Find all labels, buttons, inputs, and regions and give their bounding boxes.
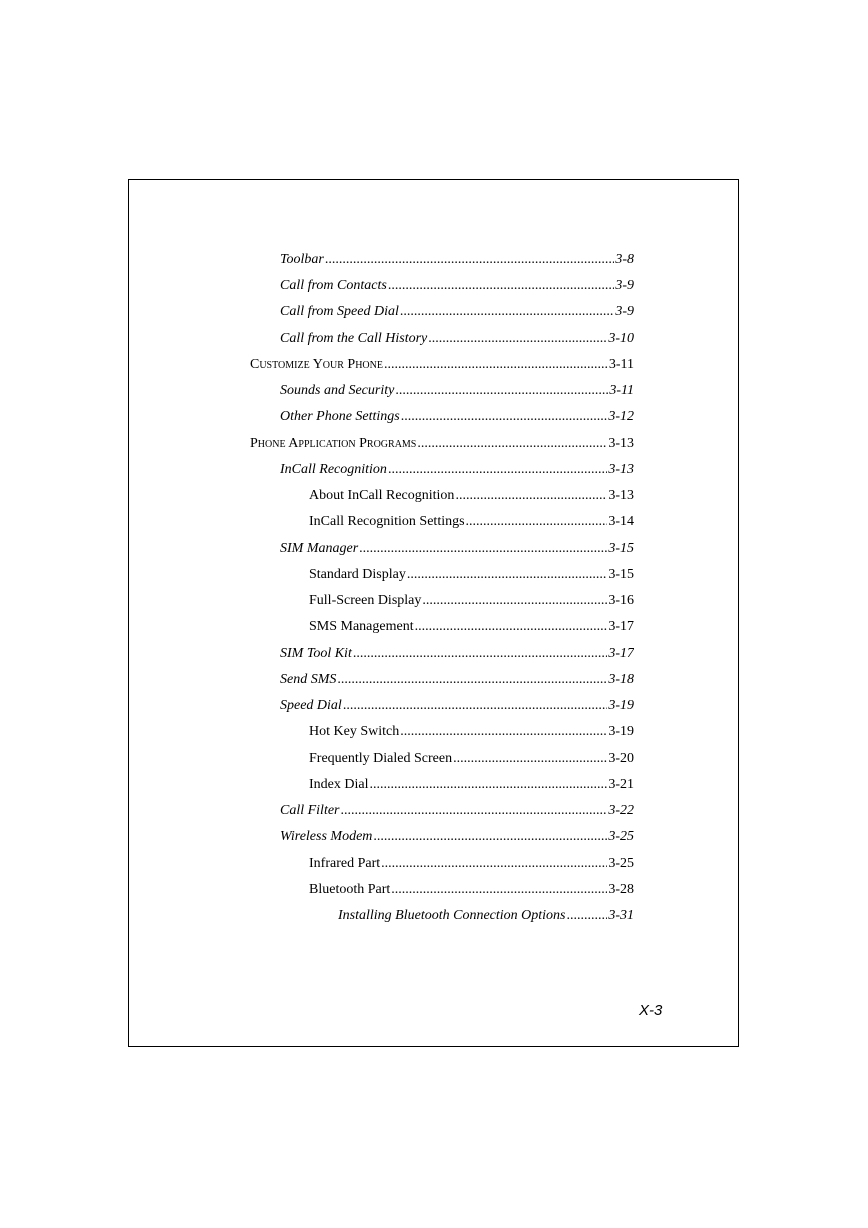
toc-entry[interactable] <box>280 276 634 296</box>
toc-entry-page: 3-13 <box>608 462 634 477</box>
toc-entry-title: InCall Recognition Settings <box>309 514 465 529</box>
toc-leader-dots <box>337 670 607 690</box>
toc-entry-title: Installing Bluetooth Connection Options <box>338 908 566 923</box>
toc-entry[interactable] <box>280 407 634 427</box>
toc-entry-title: Frequently Dialed Screen <box>309 751 453 766</box>
page-number: X-3 <box>639 1002 663 1019</box>
toc-entry-title: SMS Management <box>309 619 414 634</box>
toc-leader-dots <box>400 302 614 322</box>
toc-entry-title: Sounds and Security <box>280 383 395 398</box>
toc-entry-page: 3-13 <box>608 436 634 451</box>
toc-entry[interactable] <box>280 644 634 664</box>
toc-entry-title: Full-Screen Display <box>309 593 422 608</box>
toc-entry[interactable] <box>280 539 634 559</box>
toc-entry-title: Hot Key Switch <box>309 724 400 739</box>
toc-section-entry[interactable] <box>250 355 634 375</box>
toc-section-entry[interactable] <box>250 434 634 454</box>
toc-entry-page: 3-17 <box>608 646 634 661</box>
toc-leader-dots <box>325 250 614 270</box>
toc-entry[interactable] <box>280 670 634 690</box>
toc-leader-dots <box>353 644 607 664</box>
toc-leader-dots <box>388 276 615 296</box>
toc-entry[interactable] <box>280 696 634 716</box>
toc-entry[interactable] <box>280 460 634 480</box>
toc-entry-page: 3-12 <box>608 409 634 424</box>
toc-entry-page: 3-14 <box>608 514 634 529</box>
toc-leader-dots <box>369 775 607 795</box>
toc-subentry[interactable] <box>309 512 634 532</box>
toc-entry-page: 3-9 <box>615 278 634 293</box>
toc-leader-dots <box>341 801 608 821</box>
toc-entry-page: 3-15 <box>608 541 634 556</box>
toc-subentry[interactable] <box>309 749 634 769</box>
toc-subentry[interactable] <box>309 486 634 506</box>
toc-entry-page: 3-31 <box>608 908 634 923</box>
toc-entry[interactable] <box>280 250 634 270</box>
toc-entry-title: Speed Dial <box>280 698 342 713</box>
toc-entry-title: SIM Manager <box>280 541 359 556</box>
toc-entry-title: Wireless Modem <box>280 829 373 844</box>
toc-entry-title: Call from the Call History <box>280 331 428 346</box>
toc-leader-dots <box>391 880 607 900</box>
toc-subentry[interactable] <box>309 722 634 742</box>
toc-entry-page: 3-19 <box>608 724 634 739</box>
toc-entry-page: 3-8 <box>615 252 634 267</box>
toc-leader-dots <box>428 329 607 349</box>
toc-leader-dots <box>567 906 608 926</box>
toc-entry-title: Infrared Part <box>309 856 381 871</box>
toc-leader-dots <box>384 355 608 375</box>
toc-entry-title: Other Phone Settings <box>280 409 400 424</box>
toc-leader-dots <box>395 381 608 401</box>
toc-subentry[interactable] <box>309 854 634 874</box>
toc-entry-title: Customize Your Phone <box>250 357 383 372</box>
toc-entry-page: 3-10 <box>608 331 634 346</box>
toc-subentry[interactable] <box>309 617 634 637</box>
toc-entry-page: 3-25 <box>608 829 634 844</box>
toc-entry-page: 3-20 <box>608 751 634 766</box>
toc-entry-title: Bluetooth Part <box>309 882 391 897</box>
toc-entry-title: InCall Recognition <box>280 462 387 477</box>
toc-entry-title: Index Dial <box>309 777 369 792</box>
toc-entry[interactable] <box>280 801 634 821</box>
toc-entry-page: 3-16 <box>608 593 634 608</box>
toc-entry-title: Toolbar <box>280 252 324 267</box>
toc-leader-dots <box>453 749 607 769</box>
toc-entry-title: Standard Display <box>309 567 406 582</box>
toc-leader-dots <box>455 486 607 506</box>
toc-subsubentry[interactable] <box>338 906 634 926</box>
toc-entry-title: Call Filter <box>280 803 340 818</box>
toc-entry-title: SIM Tool Kit <box>280 646 352 661</box>
toc-leader-dots <box>343 696 608 716</box>
toc-subentry[interactable] <box>309 880 634 900</box>
toc-leader-dots <box>388 460 607 480</box>
toc-leader-dots <box>417 434 607 454</box>
toc-leader-dots <box>381 854 607 874</box>
toc-leader-dots <box>422 591 607 611</box>
toc-leader-dots <box>415 617 608 637</box>
toc-entry-page: 3-28 <box>608 882 634 897</box>
toc-entry-page: 3-11 <box>609 383 634 398</box>
toc-entry-title: Phone Application Programs <box>250 436 417 451</box>
toc-entry-title: Call from Contacts <box>280 278 387 293</box>
toc-entry[interactable] <box>280 329 634 349</box>
toc-entry[interactable] <box>280 827 634 847</box>
toc-entry-page: 3-21 <box>608 777 634 792</box>
toc-leader-dots <box>401 407 608 427</box>
toc-entry-page: 3-17 <box>608 619 634 634</box>
toc-entry-title: About InCall Recognition <box>309 488 455 503</box>
toc-leader-dots <box>359 539 607 559</box>
toc-subentry[interactable] <box>309 591 634 611</box>
toc-entry-page: 3-15 <box>608 567 634 582</box>
toc-entry-page: 3-25 <box>608 856 634 871</box>
toc-entry-page: 3-22 <box>608 803 634 818</box>
toc-leader-dots <box>373 827 607 847</box>
toc-leader-dots <box>400 722 607 742</box>
toc-subentry[interactable] <box>309 775 634 795</box>
toc-subentry[interactable] <box>309 565 634 585</box>
toc-leader-dots <box>407 565 608 585</box>
toc-leader-dots <box>466 512 608 532</box>
toc-entry-page: 3-18 <box>608 672 634 687</box>
toc-entry-title: Call from Speed Dial <box>280 304 399 319</box>
toc-entry-page: 3-11 <box>608 357 634 372</box>
toc-entry[interactable] <box>280 381 634 401</box>
toc-entry[interactable] <box>280 302 634 322</box>
toc-entry-title: Send SMS <box>280 672 337 687</box>
toc-entry-page: 3-9 <box>615 304 634 319</box>
toc-entry-page: 3-13 <box>608 488 634 503</box>
toc-entry-page: 3-19 <box>608 698 634 713</box>
